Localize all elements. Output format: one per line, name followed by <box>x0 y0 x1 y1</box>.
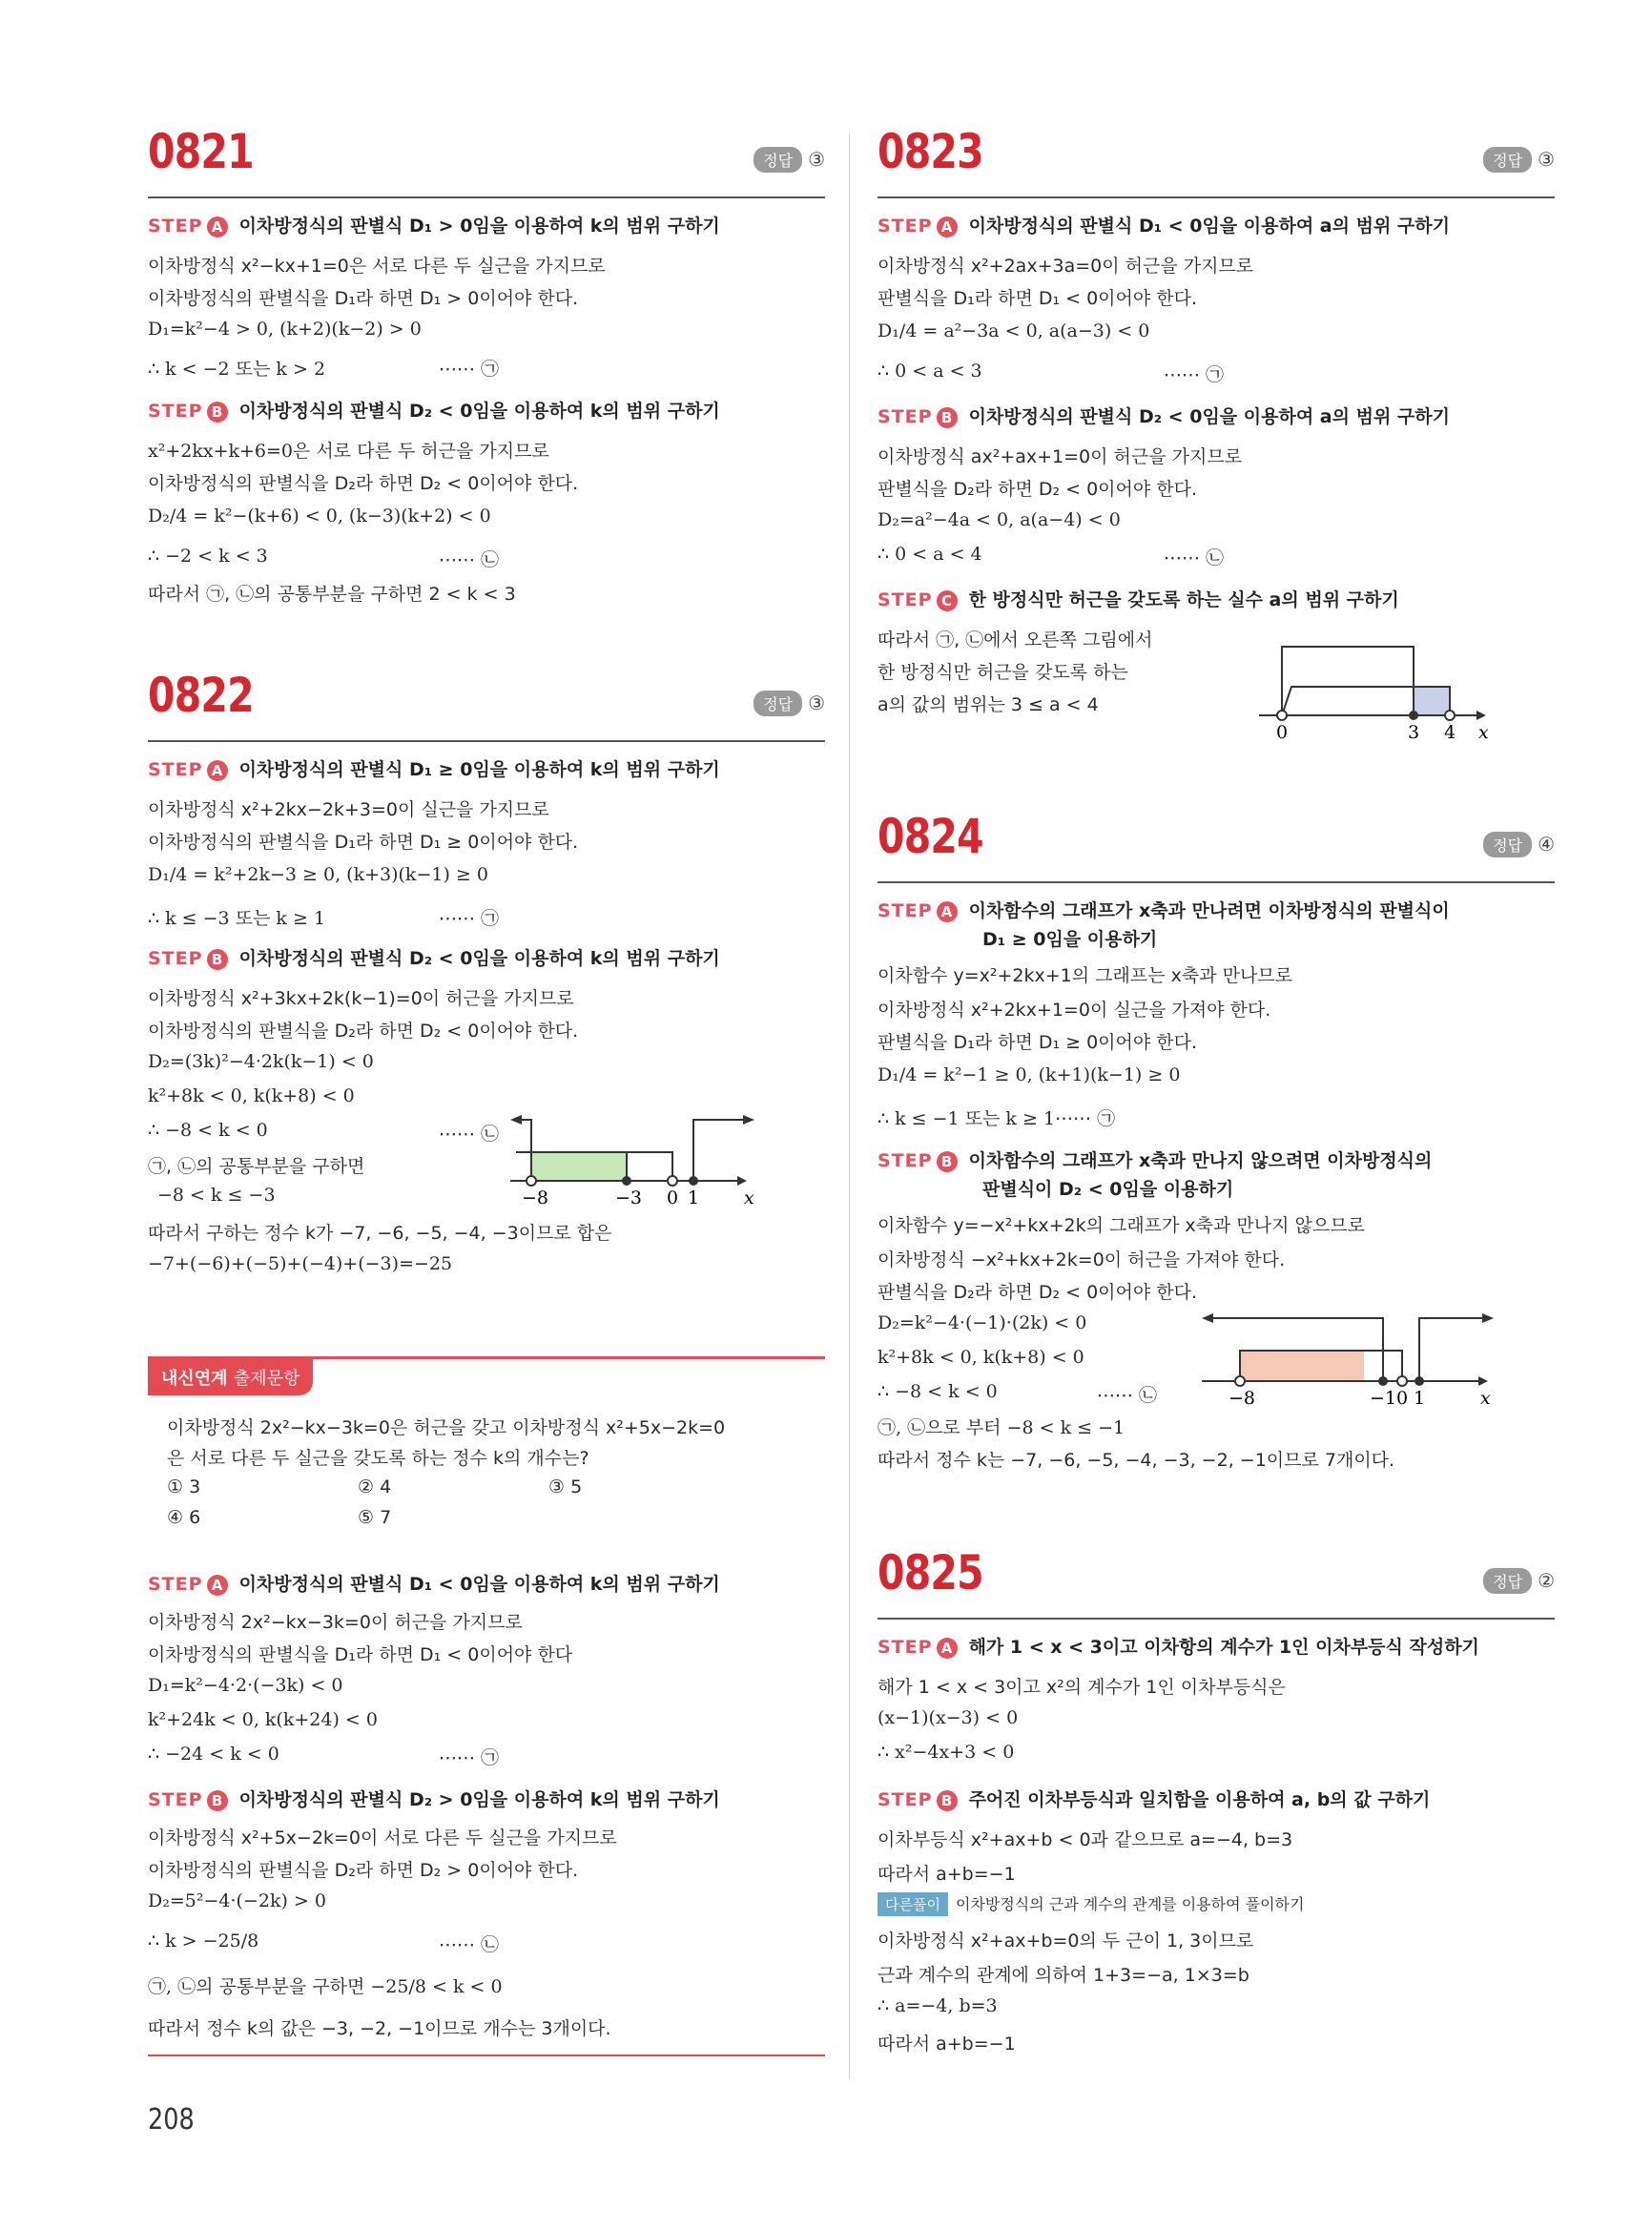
math-line: ∴ k < −2 또는 k > 2 <box>148 359 326 380</box>
math-line: ∴ −2 < k < 3 <box>148 546 268 567</box>
step-letter: C <box>937 590 958 611</box>
math-line: ∴ k ≤ −3 또는 k ≥ 1 <box>148 908 326 929</box>
text-line: 따라서 ㉠, ㉡에서 오른쪽 그림에서 <box>878 630 1153 650</box>
step-tag: STEP <box>148 1574 203 1595</box>
math-line: ∴ 0 < a < 3 <box>878 361 982 382</box>
text-line: 이차방정식 2x²−kx−3k=0이 허근을 가지므로 <box>148 1612 523 1633</box>
text-line: 이차함수 y=−x²+kx+2k의 그래프가 x축과 만나지 않으므로 <box>878 1215 1365 1236</box>
axis-arrow <box>737 1176 747 1186</box>
step-b-heading <box>878 1786 1430 1811</box>
math-line: D₁=k²−4·2·(−3k) < 0 <box>148 1675 343 1696</box>
text-line: 이차방정식의 판별식을 D₁라 하면 D₁ > 0이어야 한다. <box>148 288 579 309</box>
problem-0824 <box>878 809 1555 1471</box>
step-letter: B <box>207 402 228 423</box>
step-tag: STEP <box>878 216 933 237</box>
text-line: 판별식을 D₂라 하면 D₂ < 0이어야 한다. <box>878 1282 1198 1303</box>
math-line: D₁/4 = k²−1 ≥ 0, (k+1)(k−1) ≥ 0 <box>878 1064 1181 1085</box>
answer-label: 정답 <box>1483 1568 1532 1594</box>
math-line: ∴ k ≤ −1 또는 k ≥ 1⋯⋯ ㉠ <box>878 1108 1116 1129</box>
step-tag: STEP <box>148 948 203 969</box>
step-a-heading <box>148 755 720 781</box>
naesin-tag-sub: 출제문항 <box>233 1369 300 1389</box>
arrow-right <box>1482 1313 1494 1323</box>
answer <box>1483 1568 1555 1594</box>
choice: ② 4 <box>358 1476 392 1497</box>
answer-value: ③ <box>808 148 825 171</box>
answer <box>1483 147 1555 173</box>
math-line: D₁=k²−4 > 0, (k+2)(k−2) > 0 <box>148 319 422 340</box>
text-line: 근과 계수의 관계에 의하여 1+3=−a, 1×3=b <box>878 1965 1249 1986</box>
step-title-continued: 판별식이 D₂ < 0임을 이용하기 <box>982 1179 1234 1200</box>
problem-number: 0821 <box>148 124 254 179</box>
step-a-heading <box>878 212 1450 237</box>
step-b-heading <box>878 1146 1432 1172</box>
choice: ① 3 <box>167 1476 201 1497</box>
step-b-heading <box>878 403 1450 428</box>
answer-label: 정답 <box>1483 147 1532 173</box>
math-line: D₂/4 = k²−(k+6) < 0, (k−3)(k+2) < 0 <box>148 506 491 527</box>
step-letter: B <box>937 1151 958 1172</box>
text-line: 따라서 구하는 정수 k가 −7, −6, −5, −4, −3이므로 합은 <box>148 1223 612 1244</box>
range-line-5 <box>693 1120 749 1181</box>
math-line: k²+24k < 0, k(k+24) < 0 <box>148 1709 378 1730</box>
step-b-heading <box>148 1786 720 1811</box>
open-point <box>527 1176 536 1186</box>
step-title: 해가 1 < x < 3이고 이차항의 계수가 1인 이차부등식 작성하기 <box>968 1637 1479 1658</box>
text-line: 이차방정식의 판별식을 D₁라 하면 D₁ < 0이어야 한다 <box>148 1644 573 1665</box>
step-title: 이차함수의 그래프가 x축과 만나려면 이차방정식의 판별식이 <box>968 900 1450 921</box>
answer-value: ③ <box>808 692 825 714</box>
number-line-figure <box>1202 1305 1507 1419</box>
step-title: 한 방정식만 허근을 갖도록 하는 실수 a의 범위 구하기 <box>968 589 1399 610</box>
text-line: 한 방정식만 허근을 갖도록 하는 <box>878 662 1128 683</box>
math-line: −7+(−6)+(−5)+(−4)+(−3)=−25 <box>148 1253 453 1274</box>
step-letter: B <box>207 1790 228 1811</box>
shaded-region <box>531 1152 627 1181</box>
step-tag: STEP <box>878 900 933 921</box>
math-line: D₁/4 = a²−3a < 0, a(a−3) < 0 <box>878 320 1150 341</box>
text-line: 이차방정식 x²−kx+1=0은 서로 다른 두 실근을 가지므로 <box>148 256 606 277</box>
equation-mark: ⋯⋯ ㉡ <box>1164 547 1225 568</box>
naesin-bottom-bar <box>148 2054 825 2056</box>
range-line-1 <box>516 1120 531 1152</box>
step-a-heading <box>878 1633 1479 1659</box>
step-b-heading <box>148 397 720 423</box>
closed-point <box>622 1176 631 1186</box>
problem-number: 0822 <box>148 668 254 723</box>
problem-header <box>878 1545 1555 1620</box>
text-line: 이차방정식 x²+3kx+2k(k−1)=0이 허근을 가지므로 <box>148 988 574 1009</box>
naesin-tag <box>148 1359 313 1395</box>
math-line: D₂=(3k)²−4·2k(k−1) < 0 <box>148 1051 374 1072</box>
answer <box>1483 832 1555 857</box>
equation-mark: ⋯⋯ ㉡ <box>1097 1385 1158 1406</box>
text-line: 이차부등식 x²+ax+b < 0과 같으므로 a=−4, b=3 <box>878 1829 1293 1850</box>
problem-header <box>878 124 1555 198</box>
text-line: a의 값의 범위는 3 ≤ a < 4 <box>878 694 1099 715</box>
tick-label: 4 <box>1444 722 1456 743</box>
closed-point <box>1415 1376 1424 1386</box>
text-line: ㉠, ㉡의 공통부분을 구하면 <box>148 1156 365 1177</box>
open-point <box>1235 1376 1245 1386</box>
step-tag: STEP <box>148 216 203 237</box>
math-line: ∴ −24 < k < 0 <box>148 1744 279 1765</box>
equation-mark: ⋯⋯ ㉠ <box>439 908 500 929</box>
naesin-tag-main: 내신연계 <box>161 1369 228 1389</box>
step-a-heading <box>878 897 1450 922</box>
text-line: 따라서 정수 k의 값은 −3, −2, −1이므로 개수는 3개이다. <box>148 2018 611 2039</box>
problem-0822 <box>148 668 825 1274</box>
text-line: 이차방정식의 판별식을 D₂라 하면 D₂ > 0이어야 한다. <box>148 1860 579 1881</box>
tick-label: 0 <box>1276 722 1289 743</box>
tick-label: 0 <box>1396 1388 1409 1409</box>
step-tag: STEP <box>878 406 933 427</box>
question-line: 이차방정식 2x²−kx−3k=0은 허근을 갖고 이차방정식 x²+5x−2k=0 <box>167 1417 726 1438</box>
step-letter: A <box>207 217 228 237</box>
step-tag: STEP <box>878 589 933 610</box>
step-letter: B <box>937 1790 958 1811</box>
step-title: 이차방정식의 판별식 D₂ < 0임을 이용하여 k의 범위 구하기 <box>238 401 720 422</box>
step-title: 이차함수의 그래프가 x축과 만나지 않으려면 이차방정식의 <box>968 1150 1433 1171</box>
math-line: ∴ k > −25/8 <box>148 1931 259 1951</box>
number-line-figure <box>510 1106 796 1221</box>
math-line: x²+2kx+k+6=0은 서로 다른 두 허근을 가지므로 <box>148 441 549 462</box>
math-line: D₂=k²−4·(−1)·(2k) < 0 <box>878 1312 1087 1333</box>
answer-value: ③ <box>1538 148 1555 171</box>
step-title-continued: D₁ ≥ 0임을 이용하기 <box>982 929 1158 950</box>
text-line: 판별식을 D₁라 하면 D₁ < 0이어야 한다. <box>878 288 1198 309</box>
math-line: −8 < k ≤ −3 <box>157 1185 276 1206</box>
axis-label: x <box>744 1187 754 1208</box>
axis-arrow <box>1478 1376 1488 1386</box>
text-line: 이차방정식 −x²+kx+2k=0이 허근을 가져야 한다. <box>878 1249 1286 1270</box>
step-tag: STEP <box>878 1150 933 1171</box>
tick-label: 3 <box>1408 722 1420 743</box>
text-line: 이차방정식 x²+2kx+1=0이 실근을 가져야 한다. <box>878 1000 1271 1021</box>
text-line: 이차방정식 ax²+ax+1=0이 허근을 가지므로 <box>878 446 1243 467</box>
step-title: 주어진 이차부등식과 일치함을 이용하여 a, b의 값 구하기 <box>968 1789 1431 1810</box>
closed-point <box>689 1176 698 1186</box>
closed-point <box>1378 1376 1388 1386</box>
text-line: 이차방정식 x²+ax+b=0의 두 근이 1, 3이므로 <box>878 1931 1254 1951</box>
step-tag: STEP <box>148 759 203 780</box>
text-line: 이차방정식의 판별식을 D₂라 하면 D₂ < 0이어야 한다. <box>148 1021 579 1042</box>
equation-mark: ⋯⋯ ㉡ <box>439 1934 500 1955</box>
axis-label: x <box>1480 1388 1491 1409</box>
alt-solution-title: 이차방정식의 근과 계수의 관계를 이용하여 풀이하기 <box>955 1895 1305 1913</box>
math-line: ∴ x²−4x+3 < 0 <box>878 1742 1015 1763</box>
math-line: ∴ −8 < k < 0 <box>148 1120 268 1141</box>
step-a-heading <box>148 212 720 237</box>
shaded-region <box>1414 687 1450 715</box>
equation-mark: ⋯⋯ ㉠ <box>439 359 500 380</box>
step-c-heading <box>878 586 1399 611</box>
answer-label: 정답 <box>754 147 802 173</box>
axis-label: x <box>1478 722 1489 743</box>
step-letter: A <box>937 1638 958 1659</box>
step-title: 이차방정식의 판별식 D₁ < 0임을 이용하여 k의 범위 구하기 <box>238 1574 720 1595</box>
step-tag: STEP <box>148 1789 203 1810</box>
problem-number: 0825 <box>878 1545 983 1600</box>
step-letter: A <box>207 760 228 781</box>
text-line: 해가 1 < x < 3이고 x²의 계수가 1인 이차부등식은 <box>878 1677 1286 1698</box>
open-point <box>668 1176 677 1186</box>
range-line-1 <box>1282 647 1414 715</box>
alt-solution-tag: 다른풀이 <box>878 1892 948 1916</box>
math-line: ∴ −8 < k < 0 <box>878 1381 998 1402</box>
step-letter: A <box>207 1575 228 1596</box>
step-tag: STEP <box>878 1637 933 1658</box>
range-line-3 <box>1419 1318 1488 1381</box>
math-line: D₂=a²−4a < 0, a(a−4) < 0 <box>878 509 1121 530</box>
text-line: 따라서 a+b=−1 <box>878 1864 1016 1885</box>
answer <box>754 147 825 173</box>
open-point <box>1397 1376 1407 1386</box>
tick-label: 0 <box>667 1187 679 1208</box>
step-title: 이차방정식의 판별식 D₁ < 0임을 이용하여 a의 범위 구하기 <box>968 216 1450 237</box>
axis-arrow <box>1476 711 1486 720</box>
text-line: 판별식을 D₁라 하면 D₁ ≥ 0이어야 한다. <box>878 1032 1198 1053</box>
math-line: ㉠, ㉡의 공통부분을 구하면 −25/8 < k < 0 <box>148 1976 503 1997</box>
text-line: 이차방정식 x²+2kx−2k+3=0이 실근을 가지므로 <box>148 799 549 820</box>
page-number: 208 <box>148 2103 195 2137</box>
answer-label: 정답 <box>1483 832 1532 857</box>
math-line: k²+8k < 0, k(k+8) < 0 <box>148 1085 355 1106</box>
tick-label: 1 <box>1414 1388 1426 1409</box>
arrow-right <box>743 1115 754 1125</box>
step-title: 이차방정식의 판별식 D₁ > 0임을 이용하여 k의 범위 구하기 <box>238 216 720 237</box>
text-line: 이차함수 y=x²+2kx+1의 그래프는 x축과 만나므로 <box>878 965 1293 986</box>
problem-header <box>148 124 825 198</box>
problem-header <box>148 668 825 742</box>
equation-mark: ⋯⋯ ㉡ <box>439 549 500 570</box>
shaded-region <box>1240 1351 1364 1381</box>
number-line-figure <box>1259 639 1507 744</box>
problem-0821 <box>148 124 825 605</box>
text-line: 판별식을 D₂라 하면 D₂ < 0이어야 한다. <box>878 479 1198 500</box>
step-tag: STEP <box>148 401 203 422</box>
tick-label: −3 <box>615 1187 643 1208</box>
choice: ⑤ 7 <box>358 1507 392 1528</box>
text-line: 이차방정식의 판별식을 D₂라 하면 D₂ < 0이어야 한다. <box>148 473 579 494</box>
tick-label: −8 <box>1229 1388 1256 1409</box>
step-letter: B <box>207 949 228 970</box>
problem-0825 <box>878 1545 1555 2054</box>
step-tag: STEP <box>878 1789 933 1810</box>
answer <box>754 691 825 716</box>
answer-value: ② <box>1538 1569 1555 1592</box>
step-b-heading <box>148 944 720 970</box>
math-line: (x−1)(x−3) < 0 <box>878 1707 1019 1728</box>
math-line: D₁/4 = k²+2k−3 ≥ 0, (k+3)(k−1) ≥ 0 <box>148 864 488 885</box>
tick-label: −1 <box>1370 1388 1397 1409</box>
problem-header <box>878 809 1555 883</box>
choice: ③ 5 <box>548 1476 583 1497</box>
problem-number: 0823 <box>878 124 983 179</box>
question-line: 은 서로 다른 두 실근을 갖도록 하는 정수 k의 개수는? <box>167 1448 589 1469</box>
step-title: 이차방정식의 판별식 D₂ < 0임을 이용하여 a의 범위 구하기 <box>968 406 1450 427</box>
answer-value: ④ <box>1538 833 1555 856</box>
column-divider <box>849 134 850 2079</box>
math-line: k²+8k < 0, k(k+8) < 0 <box>878 1347 1084 1368</box>
step-letter: B <box>937 407 958 428</box>
step-a-heading <box>148 1570 720 1596</box>
step-title: 이차방정식의 판별식 D₂ > 0임을 이용하여 k의 범위 구하기 <box>238 1789 720 1810</box>
text-line: 따라서 a+b=−1 <box>878 2034 1016 2054</box>
math-line: ㉠, ㉡으로 부터 −8 < k ≤ −1 <box>878 1417 1125 1438</box>
equation-mark: ⋯⋯ ㉡ <box>439 1124 500 1145</box>
problem-number: 0824 <box>878 809 983 864</box>
answer-label: 정답 <box>754 691 802 716</box>
open-point <box>1277 711 1287 720</box>
open-point <box>1445 711 1455 720</box>
math-line: ∴ a=−4, b=3 <box>878 1995 998 2016</box>
step-title: 이차방정식의 판별식 D₁ ≥ 0임을 이용하여 k의 범위 구하기 <box>238 759 720 780</box>
text-line: 이차방정식의 판별식을 D₁라 하면 D₁ ≥ 0이어야 한다. <box>148 832 579 853</box>
text-line: 따라서 정수 k는 −7, −6, −5, −4, −3, −2, −1이므로 7개이다. <box>878 1450 1395 1471</box>
math-line: ∴ 0 < a < 4 <box>878 544 982 565</box>
alt-solution-heading <box>878 1892 1304 1916</box>
tick-label: −8 <box>522 1187 549 1208</box>
problem-0823 <box>878 124 1555 743</box>
step-title: 이차방정식의 판별식 D₂ < 0임을 이용하여 k의 범위 구하기 <box>238 948 720 969</box>
choice: ④ 6 <box>167 1507 201 1528</box>
step-letter: A <box>937 217 958 237</box>
text-line: 따라서 ㉠, ㉡의 공통부분을 구하면 2 < k < 3 <box>148 584 516 605</box>
text-line: 이차방정식 x²+5x−2k=0이 서로 다른 두 실근을 가지므로 <box>148 1827 617 1848</box>
step-letter: A <box>937 901 958 922</box>
math-line: D₂=5²−4·(−2k) > 0 <box>148 1890 326 1911</box>
equation-mark: ⋯⋯ ㉠ <box>439 1747 500 1768</box>
arrow-left <box>510 1115 522 1125</box>
equation-mark: ⋯⋯ ㉠ <box>1164 364 1225 385</box>
text-line: 이차방정식 x²+2ax+3a=0이 허근을 가지므로 <box>878 256 1254 277</box>
tick-label: 1 <box>688 1187 700 1208</box>
closed-point <box>1409 711 1418 720</box>
